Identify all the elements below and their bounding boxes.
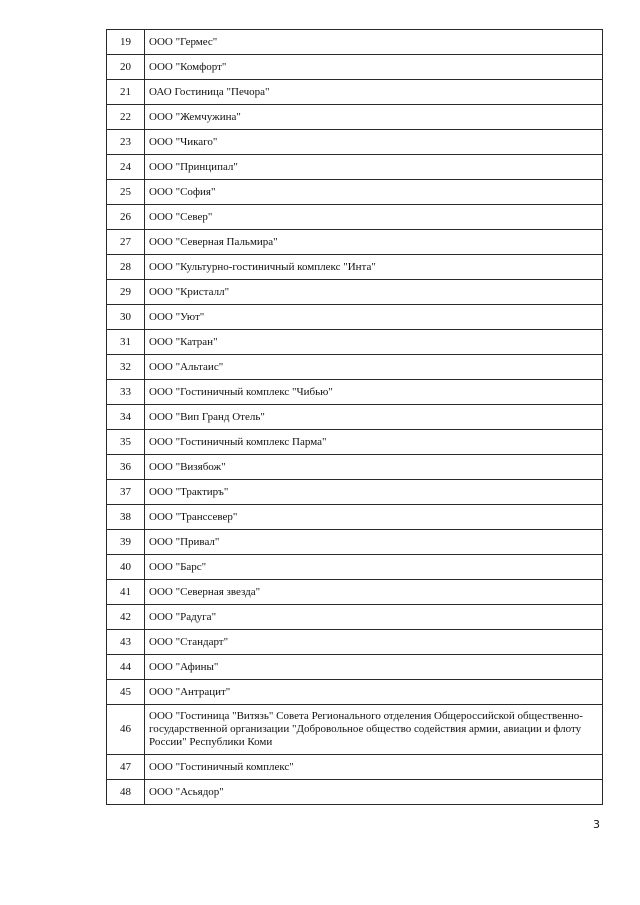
row-number: 21 xyxy=(107,80,145,105)
organization-name: ООО "Жемчужина" xyxy=(145,105,603,130)
organizations-table-body xyxy=(107,30,603,805)
row-number: 23 xyxy=(107,130,145,155)
table-row xyxy=(107,505,603,530)
row-number: 39 xyxy=(107,530,145,555)
table-row xyxy=(107,380,603,405)
organization-name: ООО "Гостиница "Витязь" Совета Регионального отделения Общероссийской общественно-государственной организации "Добровольное общество содействия армии, авиации и флоту России" Республики Коми xyxy=(145,705,603,755)
table-row xyxy=(107,105,603,130)
table-row xyxy=(107,780,603,805)
row-number: 48 xyxy=(107,780,145,805)
organization-name: ООО "Асьядор" xyxy=(145,780,603,805)
row-number: 25 xyxy=(107,180,145,205)
table-row xyxy=(107,680,603,705)
table-row xyxy=(107,405,603,430)
row-number: 26 xyxy=(107,205,145,230)
organization-name: ООО "Вип Гранд Отель" xyxy=(145,405,603,430)
table-row xyxy=(107,530,603,555)
page-number: 3 xyxy=(593,818,600,831)
organizations-table xyxy=(106,29,603,805)
row-number: 24 xyxy=(107,155,145,180)
row-number: 27 xyxy=(107,230,145,255)
row-number: 28 xyxy=(107,255,145,280)
organization-name: ОАО Гостиница "Печора" xyxy=(145,80,603,105)
organization-name: ООО "Принципал" xyxy=(145,155,603,180)
row-number: 38 xyxy=(107,505,145,530)
organization-name: ООО "Культурно-гостиничный комплекс "Инта" xyxy=(145,255,603,280)
table-row xyxy=(107,55,603,80)
table-row xyxy=(107,705,603,755)
row-number: 20 xyxy=(107,55,145,80)
table-row xyxy=(107,455,603,480)
row-number: 41 xyxy=(107,580,145,605)
table-row xyxy=(107,605,603,630)
table-row xyxy=(107,355,603,380)
table-row xyxy=(107,430,603,455)
table-row xyxy=(107,205,603,230)
organization-name: ООО "Северная звезда" xyxy=(145,580,603,605)
table-row xyxy=(107,630,603,655)
organization-name: ООО "Трактиръ" xyxy=(145,480,603,505)
row-number: 43 xyxy=(107,630,145,655)
row-number: 19 xyxy=(107,30,145,55)
organization-name: ООО "Визябож" xyxy=(145,455,603,480)
row-number: 45 xyxy=(107,680,145,705)
organization-name: ООО "Комфорт" xyxy=(145,55,603,80)
table-row xyxy=(107,755,603,780)
table-row xyxy=(107,280,603,305)
row-number: 32 xyxy=(107,355,145,380)
row-number: 46 xyxy=(107,705,145,755)
organization-name: ООО "Антрацит" xyxy=(145,680,603,705)
organization-name: ООО "Альтаис" xyxy=(145,355,603,380)
organization-name: ООО "Катран" xyxy=(145,330,603,355)
organization-name: ООО "Кристалл" xyxy=(145,280,603,305)
organization-name: ООО "Север" xyxy=(145,205,603,230)
table-row xyxy=(107,330,603,355)
row-number: 42 xyxy=(107,605,145,630)
table-row xyxy=(107,580,603,605)
organization-name: ООО "Привал" xyxy=(145,530,603,555)
row-number: 31 xyxy=(107,330,145,355)
organization-name: ООО "Чикаго" xyxy=(145,130,603,155)
table-row xyxy=(107,80,603,105)
table-row xyxy=(107,555,603,580)
table-row xyxy=(107,255,603,280)
row-number: 44 xyxy=(107,655,145,680)
row-number: 37 xyxy=(107,480,145,505)
row-number: 47 xyxy=(107,755,145,780)
organization-name: ООО "Гостиничный комплекс" xyxy=(145,755,603,780)
row-number: 34 xyxy=(107,405,145,430)
organization-name: ООО "Гермес" xyxy=(145,30,603,55)
organization-name: ООО "Транссевер" xyxy=(145,505,603,530)
table-row xyxy=(107,30,603,55)
row-number: 30 xyxy=(107,305,145,330)
organization-name: ООО "Уют" xyxy=(145,305,603,330)
table-row xyxy=(107,655,603,680)
table-row xyxy=(107,305,603,330)
row-number: 36 xyxy=(107,455,145,480)
row-number: 33 xyxy=(107,380,145,405)
organization-name: ООО "Гостиничный комплекс Парма" xyxy=(145,430,603,455)
row-number: 22 xyxy=(107,105,145,130)
row-number: 29 xyxy=(107,280,145,305)
table-row xyxy=(107,155,603,180)
organization-name: ООО "Афины" xyxy=(145,655,603,680)
table-row xyxy=(107,230,603,255)
table-row xyxy=(107,480,603,505)
table-row xyxy=(107,180,603,205)
row-number: 40 xyxy=(107,555,145,580)
organization-name: ООО "София" xyxy=(145,180,603,205)
organization-name: ООО "Барс" xyxy=(145,555,603,580)
organization-name: ООО "Стандарт" xyxy=(145,630,603,655)
table-row xyxy=(107,130,603,155)
organization-name: ООО "Северная Пальмира" xyxy=(145,230,603,255)
organization-name: ООО "Радуга" xyxy=(145,605,603,630)
organization-name: ООО "Гостиничный комплекс "Чибью" xyxy=(145,380,603,405)
row-number: 35 xyxy=(107,430,145,455)
